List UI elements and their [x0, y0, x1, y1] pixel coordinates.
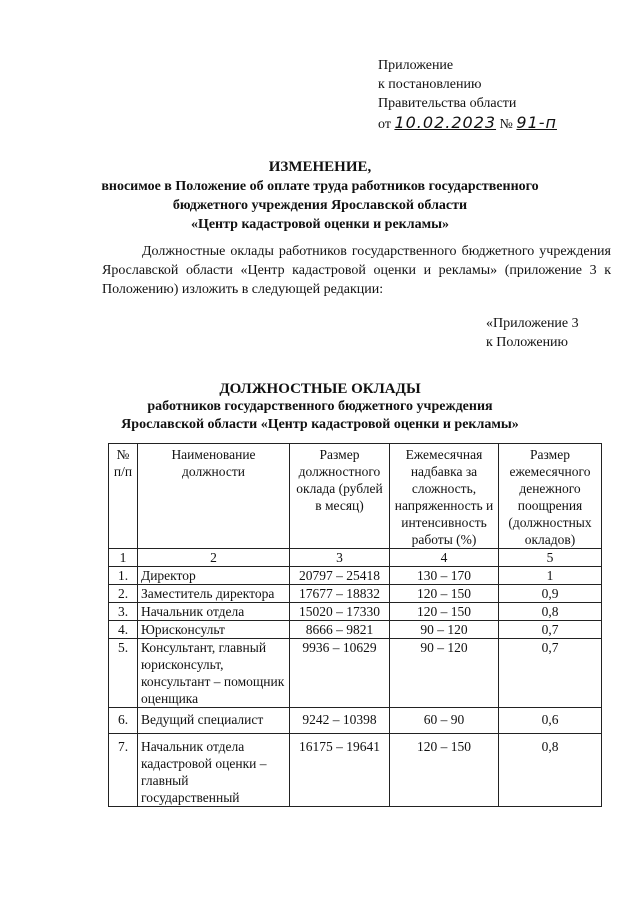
row-salary: 8666 – 9821	[290, 621, 390, 639]
heading-line1: вносимое в Положение об оплате труда работников государственного	[101, 179, 539, 194]
header-position: Наименование должности	[138, 444, 290, 549]
table-row	[109, 585, 602, 603]
row-number: 1.	[109, 567, 138, 585]
row-number: 7.	[109, 734, 138, 807]
appendix-line3: Правительства области	[378, 96, 517, 111]
row-bonus: 120 – 150	[390, 585, 499, 603]
row-reward: 0,7	[499, 621, 602, 639]
table-row	[109, 639, 602, 708]
table-row	[109, 734, 602, 807]
row-bonus: 120 – 150	[390, 603, 499, 621]
row-number: 3.	[109, 603, 138, 621]
row-position: Ведущий специалист	[138, 708, 290, 734]
header-bonus: Ежемесячная надбавка за сложность, напряженность и интенсивность работы (%)	[390, 444, 499, 549]
row-reward: 0,7	[499, 639, 602, 708]
table-heading-line1: работников государственного бюджетного учреждения	[147, 399, 493, 414]
column-number: 4	[390, 549, 499, 567]
table-row	[109, 708, 602, 734]
appendix-block	[378, 56, 557, 134]
row-salary: 15020 – 17330	[290, 603, 390, 621]
row-salary: 17677 – 18832	[290, 585, 390, 603]
date-prefix: от	[378, 117, 391, 132]
heading-line3: «Центр кадастровой оценки и рекламы»	[190, 217, 450, 232]
sub-appendix-line1: «Приложение 3	[486, 316, 579, 331]
sub-appendix	[486, 314, 579, 352]
handwritten-number: 91-п	[516, 113, 557, 132]
row-number: 4.	[109, 621, 138, 639]
row-number: 2.	[109, 585, 138, 603]
table-heading	[0, 380, 640, 434]
row-position: Заместитель директора	[138, 585, 290, 603]
appendix-line2: к постановлению	[378, 77, 482, 92]
row-reward: 0,6	[499, 708, 602, 734]
table-heading-line2: Ярославской области «Центр кадастровой оценки и рекламы»	[121, 417, 519, 432]
row-position: Юрисконсульт	[138, 621, 290, 639]
column-number: 1	[109, 549, 138, 567]
row-bonus: 120 – 150	[390, 734, 499, 807]
heading-line2: бюджетного учреждения Ярославской области	[172, 198, 468, 213]
row-salary: 16175 – 19641	[290, 734, 390, 807]
header-reward: Размер ежемесячного денежного поощрения (должностных окладов)	[499, 444, 602, 549]
column-number: 2	[138, 549, 290, 567]
sub-appendix-line2: к Положению	[486, 335, 569, 350]
body-paragraph: Должностные оклады работников государственного бюджетного учреждения Ярославской области «Центр кадастровой оценки и рекламы» (приложение 3 к Положению) изложить в следующей редакции:	[102, 244, 611, 297]
appendix-line1: Приложение	[378, 58, 454, 73]
table-heading-title: ДОЛЖНОСТНЫЕ ОКЛАДЫ	[219, 381, 421, 397]
table-row	[109, 621, 602, 639]
row-bonus: 60 – 90	[390, 708, 499, 734]
row-reward: 0,9	[499, 585, 602, 603]
document-heading	[0, 158, 640, 234]
row-bonus: 90 – 120	[390, 621, 499, 639]
header-number: № п/п	[109, 444, 138, 549]
salary-table	[108, 443, 602, 807]
row-salary: 20797 – 25418	[290, 567, 390, 585]
appendix-date-line	[378, 113, 557, 134]
row-bonus: 90 – 120	[390, 639, 499, 708]
row-bonus: 130 – 170	[390, 567, 499, 585]
row-position: Директор	[138, 567, 290, 585]
heading-title: ИЗМЕНЕНИЕ,	[268, 159, 372, 175]
row-reward: 0,8	[499, 734, 602, 807]
row-number: 6.	[109, 708, 138, 734]
table-row	[109, 603, 602, 621]
column-number: 3	[290, 549, 390, 567]
column-number-row	[109, 549, 602, 567]
row-reward: 1	[499, 567, 602, 585]
row-position: Начальник отдела кадастровой оценки – главный государственный	[138, 734, 290, 807]
row-salary: 9242 – 10398	[290, 708, 390, 734]
row-reward: 0,8	[499, 603, 602, 621]
row-position: Начальник отдела	[138, 603, 290, 621]
handwritten-date: 10.02.2023	[394, 113, 497, 132]
table-header-row	[109, 444, 602, 549]
table-row	[109, 567, 602, 585]
header-salary: Размер должностного оклада (рублей в месяц)	[290, 444, 390, 549]
column-number: 5	[499, 549, 602, 567]
row-salary: 9936 – 10629	[290, 639, 390, 708]
number-prefix: №	[499, 117, 513, 132]
row-position: Консультант, главный юрисконсульт, консультант – помощник оценщика	[138, 639, 290, 708]
row-number: 5.	[109, 639, 138, 708]
